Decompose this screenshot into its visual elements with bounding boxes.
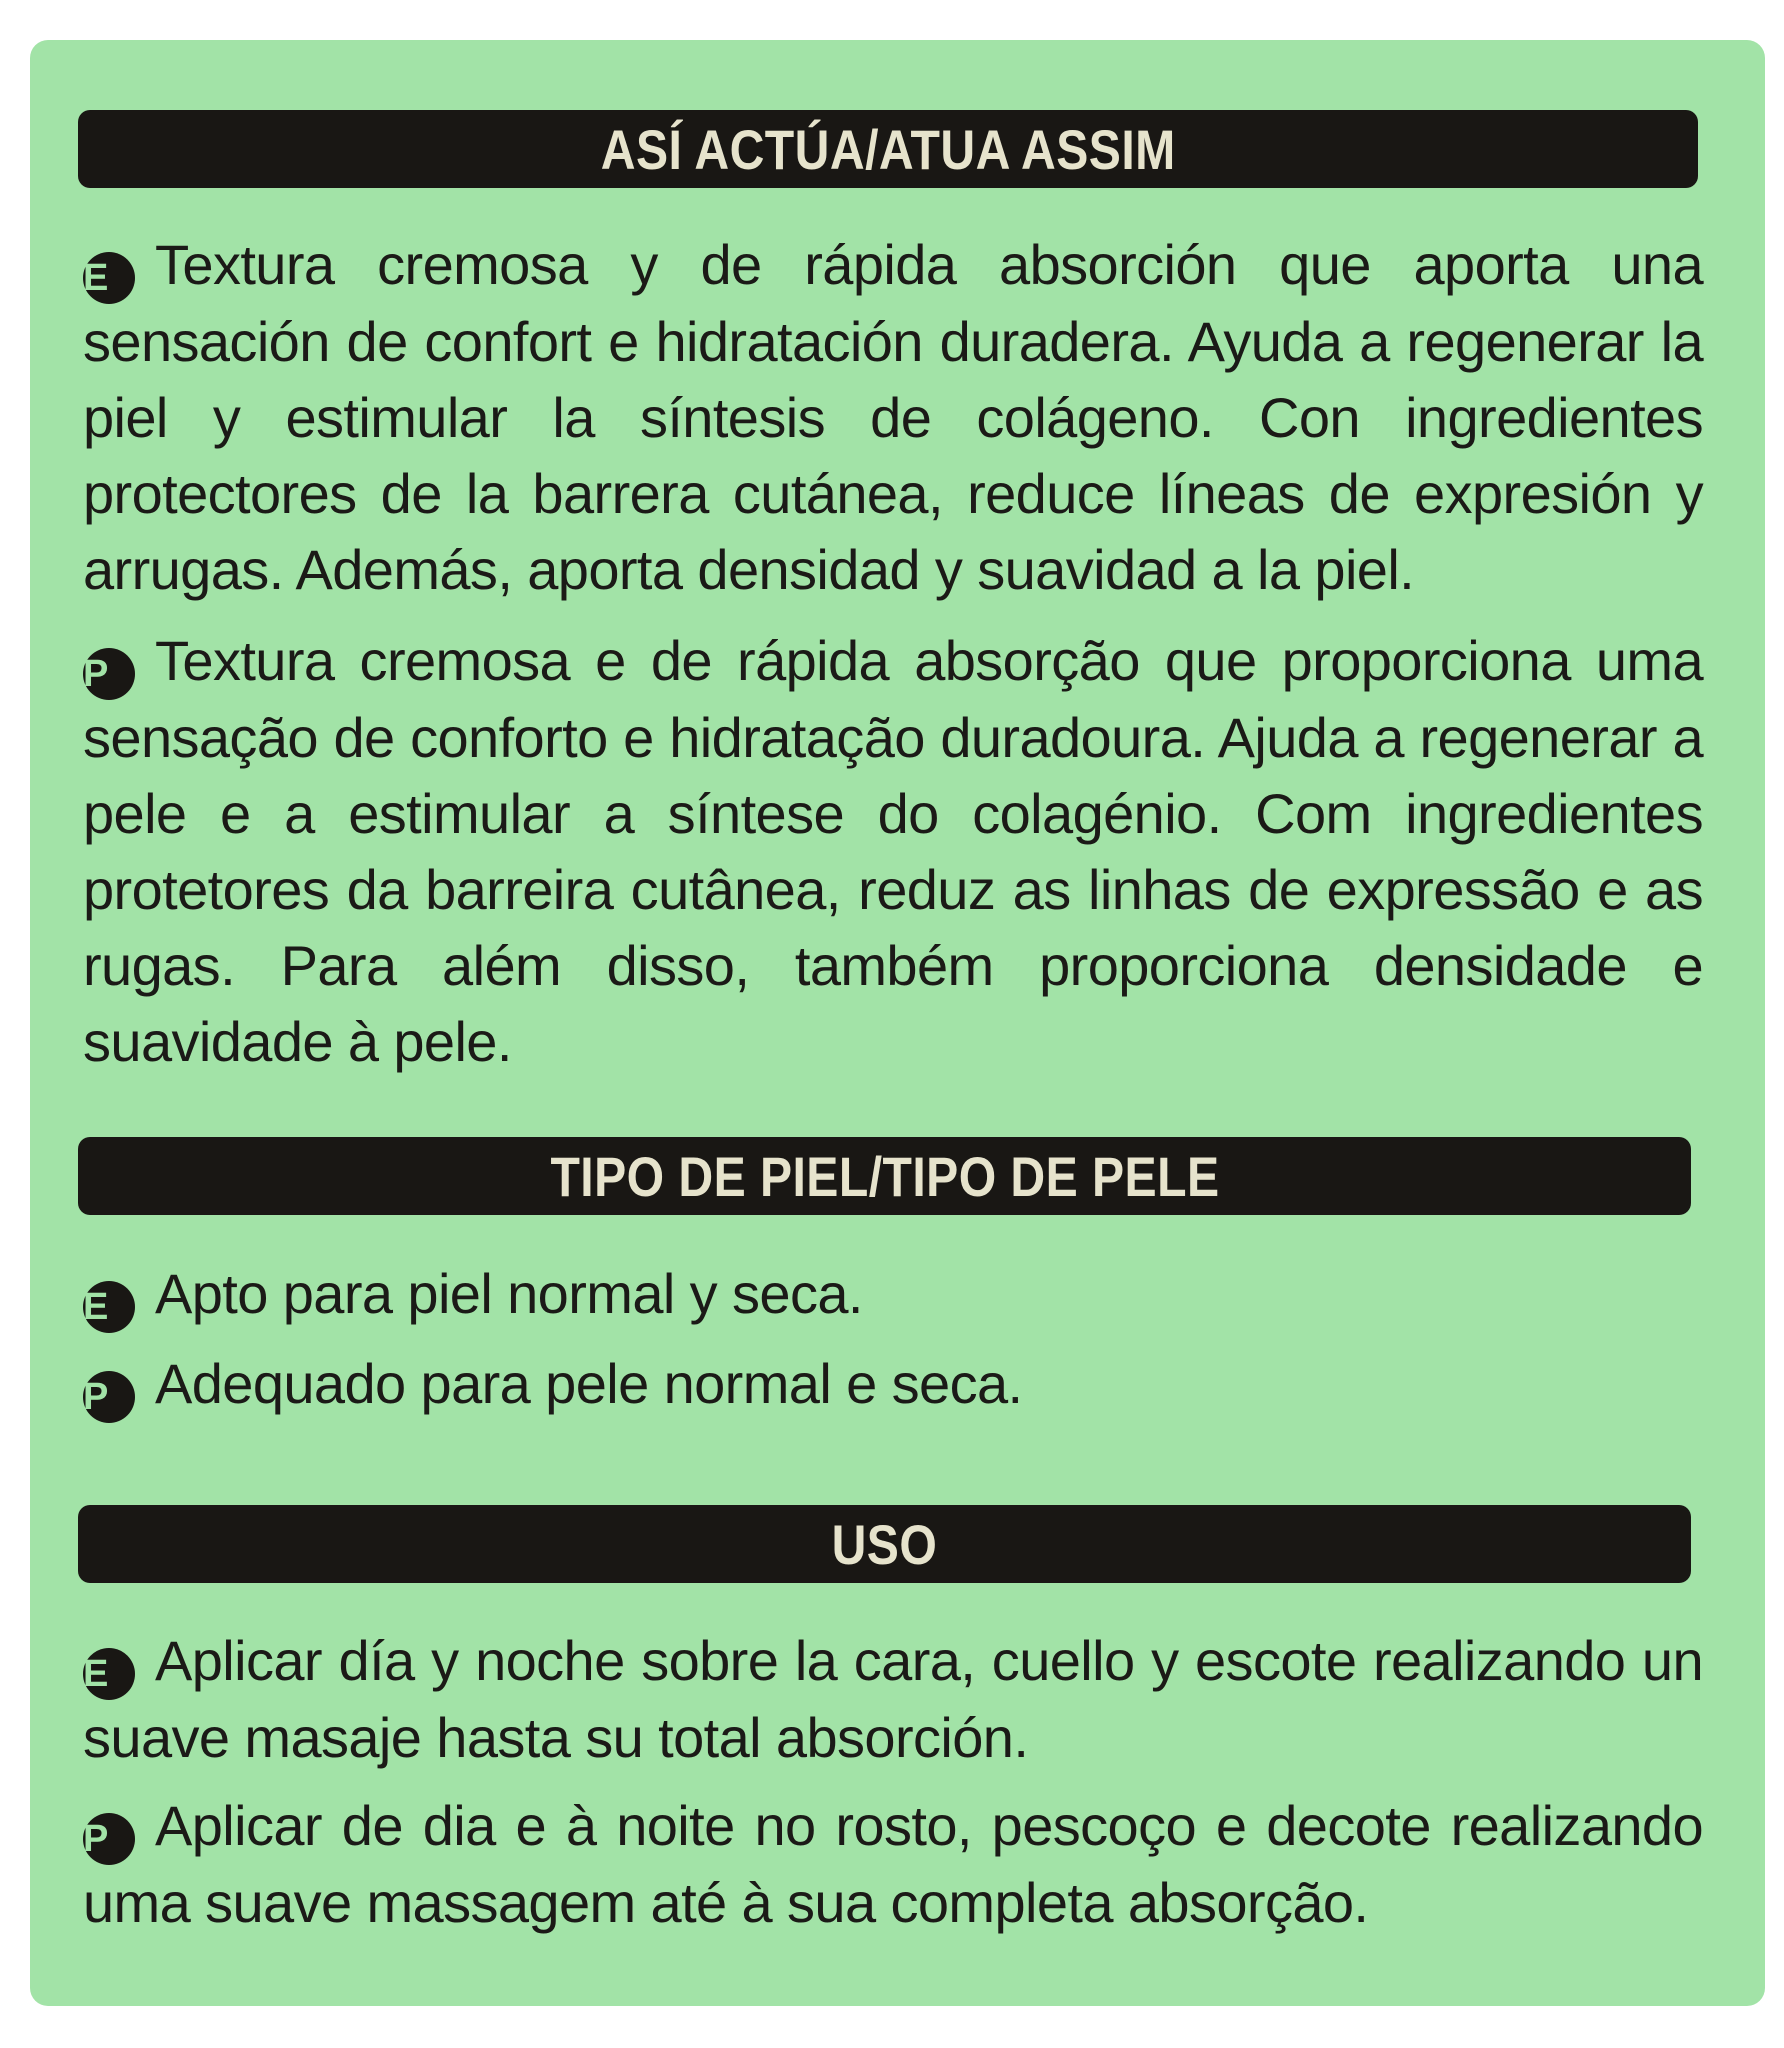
text-how-it-works-pt: Textura cremosa e de rápida absorção que proporciona uma sensação de conforto e hidratação duradoura. Ajuda a regenerar a pele e a estimular a síntese do colagénio. Com ingredientes protetores da barreira cutânea, reduz as linhas de expressão e as rugas. Para além disso, também proporciona densidade e suavidade à pele. (83, 629, 1703, 1073)
text-skin-type-es: Apto para piel normal y seca. (155, 1262, 863, 1325)
section-header-how-it-works (78, 110, 1698, 188)
text-skin-type-pt: Adequado para pele normal e seca. (155, 1352, 1023, 1415)
section-header-usage (78, 1505, 1691, 1583)
section-title-how-it-works: ASÍ ACTÚA/ATUA ASSIM (600, 117, 1176, 181)
text-how-it-works-es: Textura cremosa y de rápida absorción que aporta una sensación de confort e hidratación duradera. Ayuda a regenerar la piel y estimular la síntesis de colágeno. Con ingredientes protectores de la barrera cutánea, reduce líneas de expresión y arrugas. Además, aporta densidad y suavidad a la piel. (83, 233, 1703, 601)
text-usage-pt: Aplicar de dia e à noite no rosto, pescoço e decote realizando uma suave massagem até à sua completa absorção. (83, 1794, 1703, 1934)
product-info-card (30, 40, 1765, 2006)
paragraph-how-it-works-es (83, 227, 1703, 608)
section-title-skin-type: TIPO DE PIEL/TIPO DE PELE (549, 1144, 1220, 1208)
paragraph-how-it-works-pt (83, 623, 1703, 1080)
section-title-usage: USO (831, 1512, 938, 1576)
spanish-language-badge-icon: E (83, 252, 135, 304)
spanish-language-badge-icon: E (83, 1648, 135, 1700)
spanish-language-badge-icon: E (83, 1281, 135, 1333)
paragraph-usage-es (83, 1623, 1703, 1776)
text-usage-es: Aplicar día y noche sobre la cara, cuello y escote realizando un suave masaje hasta su total absorción. (83, 1629, 1703, 1769)
paragraph-usage-pt (83, 1788, 1703, 1941)
portuguese-language-badge-icon: P (83, 1371, 135, 1423)
section-header-skin-type (78, 1137, 1691, 1215)
paragraph-skin-type-es (83, 1256, 1693, 1333)
portuguese-language-badge-icon: P (83, 1813, 135, 1865)
portuguese-language-badge-icon: P (83, 648, 135, 700)
paragraph-skin-type-pt (83, 1346, 1693, 1423)
